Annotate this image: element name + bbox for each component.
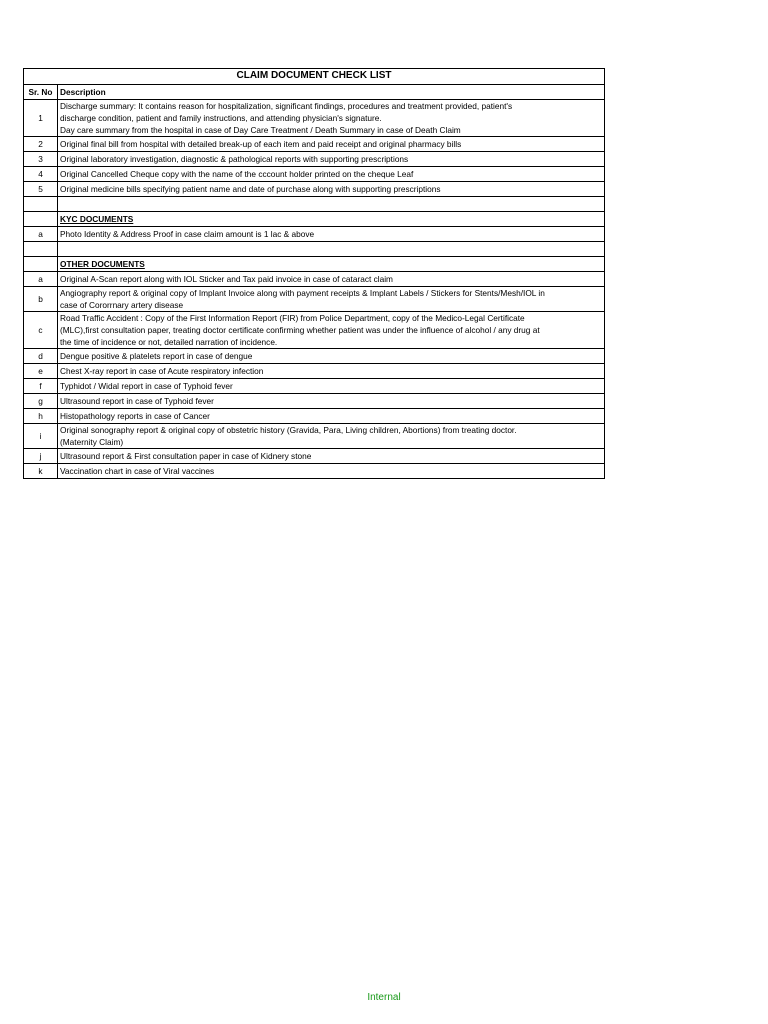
row-description: Original medicine bills specifying patient name and date of purchase along with supporting prescriptions	[58, 182, 605, 197]
row-description: Original Cancelled Cheque copy with the name of the cccount holder printed on the cheque Leaf	[58, 167, 605, 182]
row-description: Chest X-ray report in case of Acute respiratory infection	[58, 364, 605, 379]
table-row	[24, 287, 605, 312]
row-sr-no: e	[24, 364, 58, 379]
table-row	[24, 137, 605, 152]
header-row	[24, 85, 605, 100]
table-row	[24, 424, 605, 449]
row-sr-no: k	[24, 464, 58, 479]
row-sr-no: a	[24, 272, 58, 287]
table-row	[24, 100, 605, 137]
table-row	[24, 227, 605, 242]
row-description: Original A-Scan report along with IOL Sticker and Tax paid invoice in case of cataract claim	[58, 272, 605, 287]
title-row	[24, 69, 605, 85]
section-heading-kyc-documents: KYC DOCUMENTS	[58, 212, 605, 227]
section-heading-other-documents: OTHER DOCUMENTS	[58, 257, 605, 272]
row-description: Original sonography report & original copy of obstetric history (Gravida, Para, Living children, Abortions) from treating doctor. (Maternity Claim)	[58, 424, 605, 449]
row-description: Road Traffic Accident : Copy of the First Information Report (FIR) from Police Department, copy of the Medico-Legal Certificate (MLC),first consultation paper, treating doctor certificate confirming whether patient was under the influence of alcohol / any drug at the time of incidence or not, detailed narration of incidence.	[58, 312, 605, 349]
row-sr-no: i	[24, 424, 58, 449]
row-description: Dengue positive & platelets report in case of dengue	[58, 349, 605, 364]
row-sr-no: 4	[24, 167, 58, 182]
row-description	[58, 197, 605, 212]
row-sr-no	[24, 212, 58, 227]
row-description: Typhidot / Widal report in case of Typhoid fever	[58, 379, 605, 394]
row-sr-no: 5	[24, 182, 58, 197]
row-description: Ultrasound report in case of Typhoid fever	[58, 394, 605, 409]
row-sr-no: j	[24, 449, 58, 464]
row-sr-no: 3	[24, 152, 58, 167]
table-row	[24, 364, 605, 379]
row-sr-no: g	[24, 394, 58, 409]
row-description: Vaccination chart in case of Viral vaccines	[58, 464, 605, 479]
sr-no-header: Sr. No	[24, 85, 58, 100]
row-description	[58, 242, 605, 257]
table-row	[24, 167, 605, 182]
table-row	[24, 312, 605, 349]
table-row	[24, 182, 605, 197]
blank-row	[24, 242, 605, 257]
table-row	[24, 394, 605, 409]
table-row	[24, 379, 605, 394]
blank-row	[24, 197, 605, 212]
row-description: Histopathology reports in case of Cancer	[58, 409, 605, 424]
description-header: Description	[58, 85, 605, 100]
row-sr-no	[24, 242, 58, 257]
table-row	[24, 464, 605, 479]
row-sr-no: a	[24, 227, 58, 242]
row-sr-no: 1	[24, 100, 58, 137]
row-sr-no: d	[24, 349, 58, 364]
row-sr-no: 2	[24, 137, 58, 152]
row-sr-no: f	[24, 379, 58, 394]
row-sr-no	[24, 257, 58, 272]
row-sr-no: b	[24, 287, 58, 312]
row-description: Angiography report & original copy of Implant Invoice along with payment receipts & Implant Labels / Stickers for Stents/Mesh/IOL in case of Cororrnary artery disease	[58, 287, 605, 312]
row-description: Photo Identity & Address Proof in case claim amount is 1 lac & above	[58, 227, 605, 242]
table-row	[24, 409, 605, 424]
checklist-title: CLAIM DOCUMENT CHECK LIST	[24, 69, 605, 85]
table-row	[24, 152, 605, 167]
classification-footer-label: Internal	[367, 992, 401, 1003]
row-description: Original final bill from hospital with detailed break-up of each item and paid receipt and original pharmacy bills	[58, 137, 605, 152]
table-row	[24, 272, 605, 287]
section-row-kyc	[24, 212, 605, 227]
row-description: Original laboratory investigation, diagnostic & pathological reports with supporting prescriptions	[58, 152, 605, 167]
row-sr-no: h	[24, 409, 58, 424]
row-description: Discharge summary: It contains reason for hospitalization, significant findings, procedures and treatment provided, patient's discharge condition, patient and family instructions, and attending physician's signature. Day care summary from the hospital in case of Day Care Treatment / Death Summary in case of Death Claim	[58, 100, 605, 137]
row-sr-no: c	[24, 312, 58, 349]
section-row-other	[24, 257, 605, 272]
row-description: Ultrasound report & First consultation paper in case of Kidnery stone	[58, 449, 605, 464]
table-row	[24, 449, 605, 464]
table-row	[24, 349, 605, 364]
claim-document-checklist-table	[23, 68, 605, 479]
row-sr-no	[24, 197, 58, 212]
